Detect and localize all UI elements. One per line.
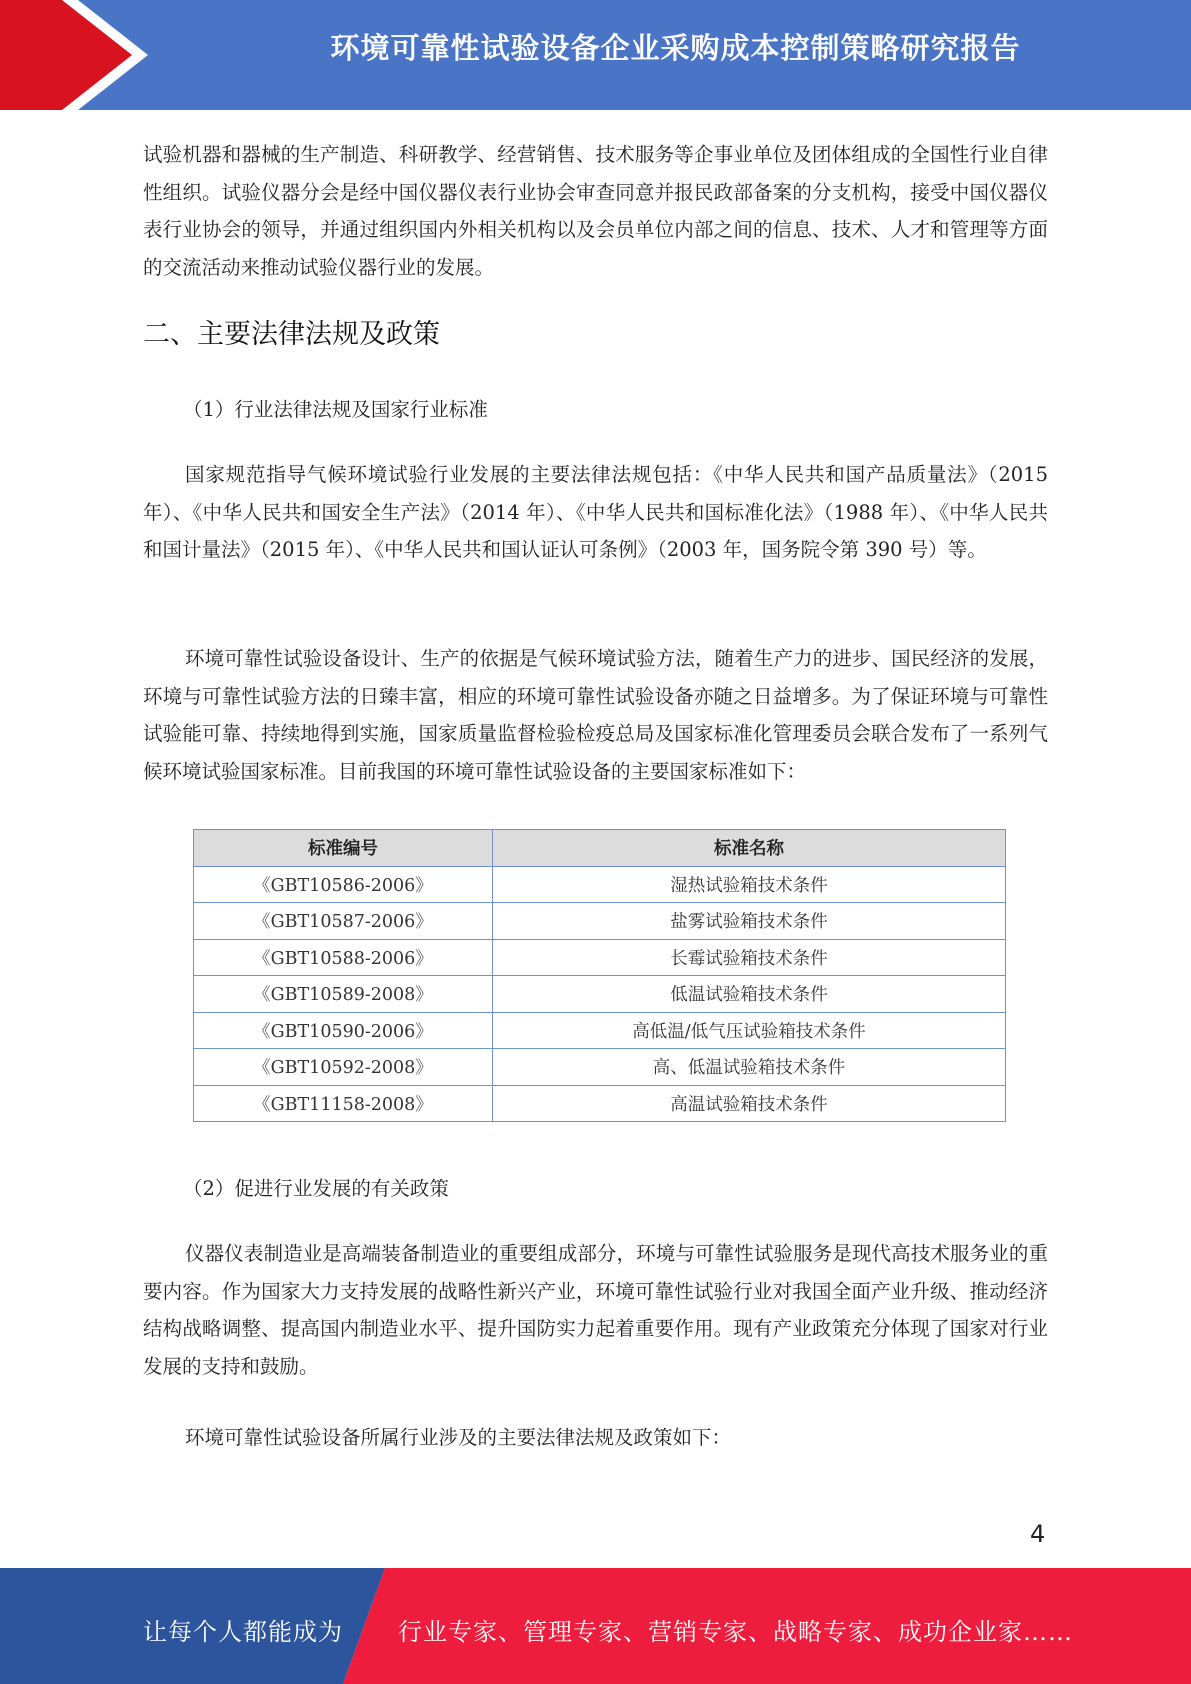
standard-code-cell: 《GBT10587-2006》 [194, 903, 493, 940]
paragraph-laws: 国家规范指导气候环境试验行业发展的主要法律法规包括：《中华人民共和国产品质量法》（2015 年）、《中华人民共和国安全生产法》（2014 年）、《中华人民共和国标准化法》（1988 年）、《中华人民共和国计量法》（2015 年）、《中华人民共和国认证认可条例》（2003 年，国务院令第 390 号）等。 [143, 463, 1048, 561]
table-row [194, 976, 1006, 1013]
standard-name-cell: 低温试验箱技术条件 [493, 976, 1006, 1013]
table-row [194, 866, 1006, 903]
table-row [194, 939, 1006, 976]
standard-name-cell: 高、低温试验箱技术条件 [493, 1049, 1006, 1086]
table-row [194, 1012, 1006, 1049]
standard-code-cell: 《GBT10589-2008》 [194, 976, 493, 1013]
table-header-row [194, 830, 1006, 867]
page-footer [0, 1568, 1191, 1684]
table-row [194, 1085, 1006, 1122]
page-header [0, 0, 1191, 110]
standard-code-cell: 《GBT11158-2008》 [194, 1085, 493, 1122]
footer-slogan-left: 让每个人都能成为 [143, 1618, 343, 1646]
standard-code-cell: 《GBT10586-2006》 [194, 866, 493, 903]
column-header-code: 标准编号 [194, 830, 493, 867]
table-row [194, 903, 1006, 940]
standard-name-cell: 盐雾试验箱技术条件 [493, 903, 1006, 940]
standard-name-cell: 高温试验箱技术条件 [493, 1085, 1006, 1122]
standard-name-cell: 长霉试验箱技术条件 [493, 939, 1006, 976]
standard-code-cell: 《GBT10588-2006》 [194, 939, 493, 976]
standard-name-cell: 高低温/低气压试验箱技术条件 [493, 1012, 1006, 1049]
paragraph-final: 环境可靠性试验设备所属行业涉及的主要法律法规及政策如下： [185, 1426, 732, 1449]
paragraph-standards: 环境可靠性试验设备设计、生产的依据是气候环境试验方法，随着生产力的进步、国民经济的发展，环境与可靠性试验方法的日臻丰富，相应的环境可靠性试验设备亦随之日益增多。为了保证环境与可靠性试验能可靠、持续地得到实施，国家质量监督检验检疫总局及国家标准化管理委员会联合发布了一系列气候环境试验国家标准。目前我国的环境可靠性试验设备的主要国家标准如下： [143, 647, 1048, 783]
table-row [194, 1049, 1006, 1086]
standard-code-cell: 《GBT10592-2008》 [194, 1049, 493, 1086]
paragraph-policy: 仪器仪表制造业是高端装备制造业的重要组成部分，环境与可靠性试验服务是现代高技术服务业的重要内容。作为国家大力支持发展的战略性新兴产业，环境可靠性试验行业对我国全面产业升级、推动经济结构战略调整、提高国内制造业水平、提升国防实力起着重要作用。现有产业政策充分体现了国家对行业发展的支持和鼓励。 [143, 1242, 1048, 1378]
standards-table [193, 829, 1006, 1122]
footer-slogan-right: 行业专家、管理专家、营销专家、战略专家、成功企业家…… [398, 1618, 1073, 1646]
subheading-laws-standards: （1）行业法律法规及国家行业标准 [183, 398, 488, 421]
section-heading: 二、主要法律法规及政策 [143, 319, 440, 350]
report-title: 环境可靠性试验设备企业采购成本控制策略研究报告 [330, 31, 1021, 65]
standard-name-cell: 湿热试验箱技术条件 [493, 866, 1006, 903]
intro-paragraph: 试验机器和器械的生产制造、科研教学、经营销售、技术服务等企事业单位及团体组成的全国性行业自律性组织。试验仪器分会是经中国仪器仪表行业协会审查同意并报民政部备案的分支机构，接受中国仪器仪表行业协会的领导，并通过组织国内外相关机构以及会员单位内部之间的信息、技术、人才和管理等方面的交流活动来推动试验仪器行业的发展。 [143, 143, 1048, 279]
subheading-policies: （2）促进行业发展的有关政策 [183, 1177, 449, 1200]
column-header-name: 标准名称 [493, 830, 1006, 867]
page-number: 4 [1030, 1520, 1046, 1548]
standard-code-cell: 《GBT10590-2006》 [194, 1012, 493, 1049]
